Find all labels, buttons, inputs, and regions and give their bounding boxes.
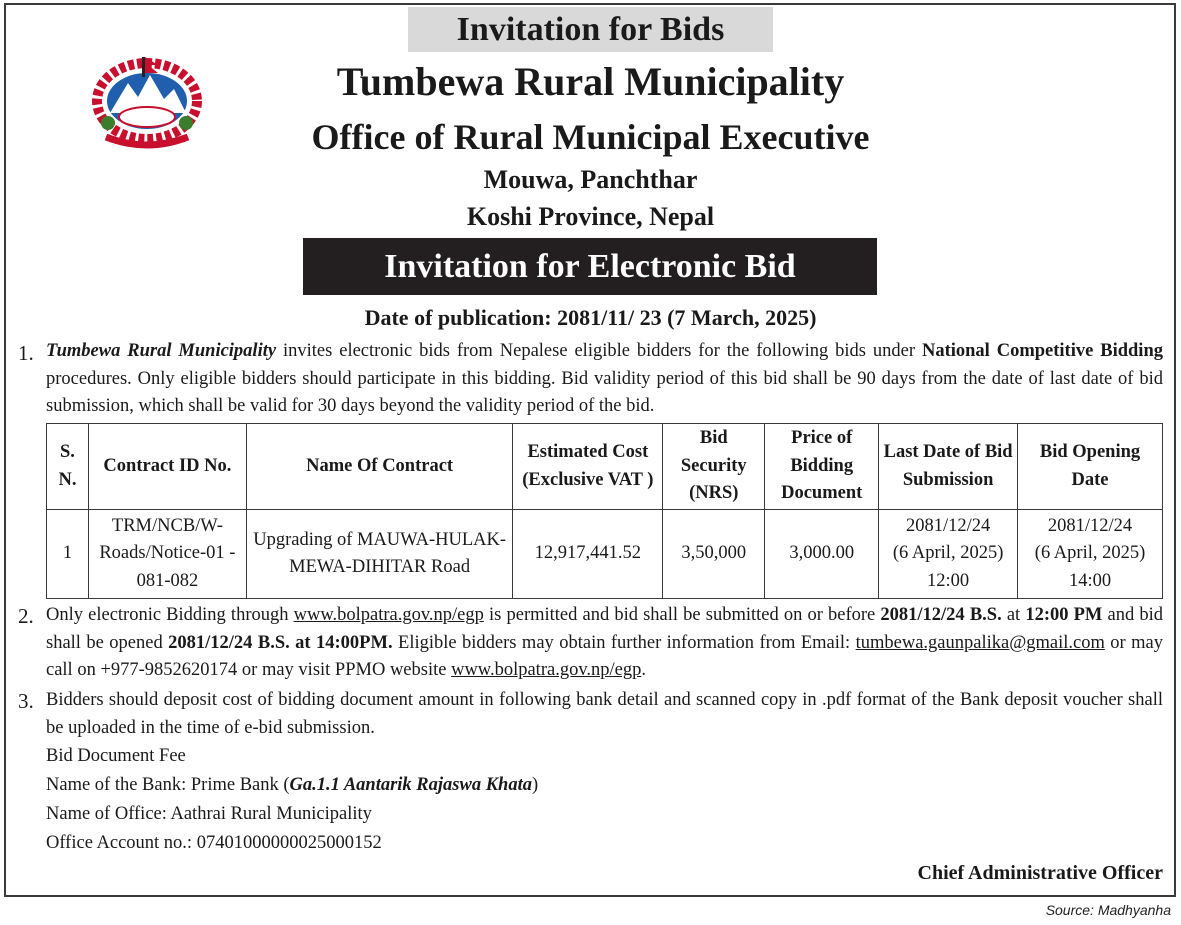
clause-3-number: 3. <box>18 689 34 713</box>
clause-1-procedure: National Competitive Bidding <box>921 341 1163 361</box>
notice-title: Invitation for Bids <box>408 7 773 52</box>
source-credit: Source: Madhyanha <box>1045 902 1171 918</box>
column-header: S. N. <box>47 424 89 510</box>
office-name-line: Name of Office: Aathrai Rural Municipality <box>46 804 372 824</box>
bank-name-line: Name of the Bank: Prime Bank (Ga.1.1 Aantarik Rajaswa Khata) <box>46 775 539 795</box>
column-header: Contract ID No. <box>88 424 246 510</box>
column-header: Price of Bidding Document <box>765 424 879 510</box>
signatory-title: Chief Administrative Officer <box>917 862 1163 884</box>
ppmo-link[interactable]: www.bolpatra.gov.np/egp <box>451 660 642 680</box>
cell-opening-date: 2081/12/24 (6 April, 2025) 14:00 <box>1018 510 1163 599</box>
column-header: Bid Security (NRS) <box>663 424 765 510</box>
clause-1-text: Tumbewa Rural Municipality invites electronic bids from Nepalese eligible bidders for the following bids under National Competitive Bidding procedures. Only eligible bidders should participate in this bidding. Bid validity period of this bid shall be 90 days from the date of last date of bid submission, which shall be valid for 30 days beyond the validity period of the bid. <box>46 341 1163 416</box>
office-name: Office of Rural Municipal Executive <box>311 117 870 157</box>
cell-last-date: 2081/12/24 (6 April, 2025) 12:00 <box>879 510 1018 599</box>
email-link[interactable]: tumbewa.gaunpalika@gmail.com <box>855 632 1105 653</box>
clause-3-text: Bidders should deposit cost of bidding document amount in following bank detail and scanned copy in .pdf format of the Bank deposit voucher shall be uploaded in the time of e-bid submission. <box>46 690 1163 738</box>
table-row <box>47 510 1163 599</box>
column-header: Estimated Cost (Exclusive VAT ) <box>513 424 663 510</box>
electronic-bid-banner: Invitation for Electronic Bid <box>303 238 877 295</box>
address-line-1: Mouwa, Panchthar <box>483 165 698 194</box>
municipality-name: Tumbewa Rural Municipality <box>336 59 845 104</box>
cell-contract-name: Upgrading of MAUWA-HULAK-MEWA-DIHITAR Road <box>246 510 513 599</box>
column-header: Bid Opening Date <box>1018 424 1163 510</box>
cell-document-price: 3,000.00 <box>765 510 879 599</box>
bid-document-fee-label: Bid Document Fee <box>46 746 186 766</box>
clause-2-text: Only electronic Bidding through www.bolpatra.gov.np/egp is permitted and bid shall be submitted on or before 2081/12/24 B.S. at 12:00 PM and bid shall be opened 2081/12/24 B.S. at 14:00PM. Eligible bidders may obtain further information from Email: tumbewa.gaunpalika@gmail.com or may call on +977-9852620174 or may visit PPMO website www.bolpatra.gov.np/egp. <box>46 605 1163 680</box>
account-number-line: Office Account no.: 07401000000025000152 <box>46 833 382 853</box>
clause-1-number: 1. <box>18 341 34 365</box>
publication-date: Date of publication: 2081/11/ 23 (7 March, 2025) <box>364 305 817 330</box>
cell-bid-security: 3,50,000 <box>663 510 765 599</box>
table-header-row <box>47 424 1163 510</box>
cell-estimated-cost: 12,917,441.52 <box>513 510 663 599</box>
address-line-2: Koshi Province, Nepal <box>466 202 715 231</box>
column-header: Last Date of Bid Submission <box>879 424 1018 510</box>
cell-contract-id: TRM/NCB/W-Roads/Notice-01 - 081-082 <box>88 510 246 599</box>
clause-2-number: 2. <box>18 604 34 628</box>
clause-1-municipality: Tumbewa Rural Municipality <box>46 341 277 361</box>
column-header: Name Of Contract <box>246 424 513 510</box>
cell-sn: 1 <box>47 510 89 599</box>
bid-table <box>46 423 1163 599</box>
egp-link[interactable]: www.bolpatra.gov.np/egp <box>293 605 484 625</box>
